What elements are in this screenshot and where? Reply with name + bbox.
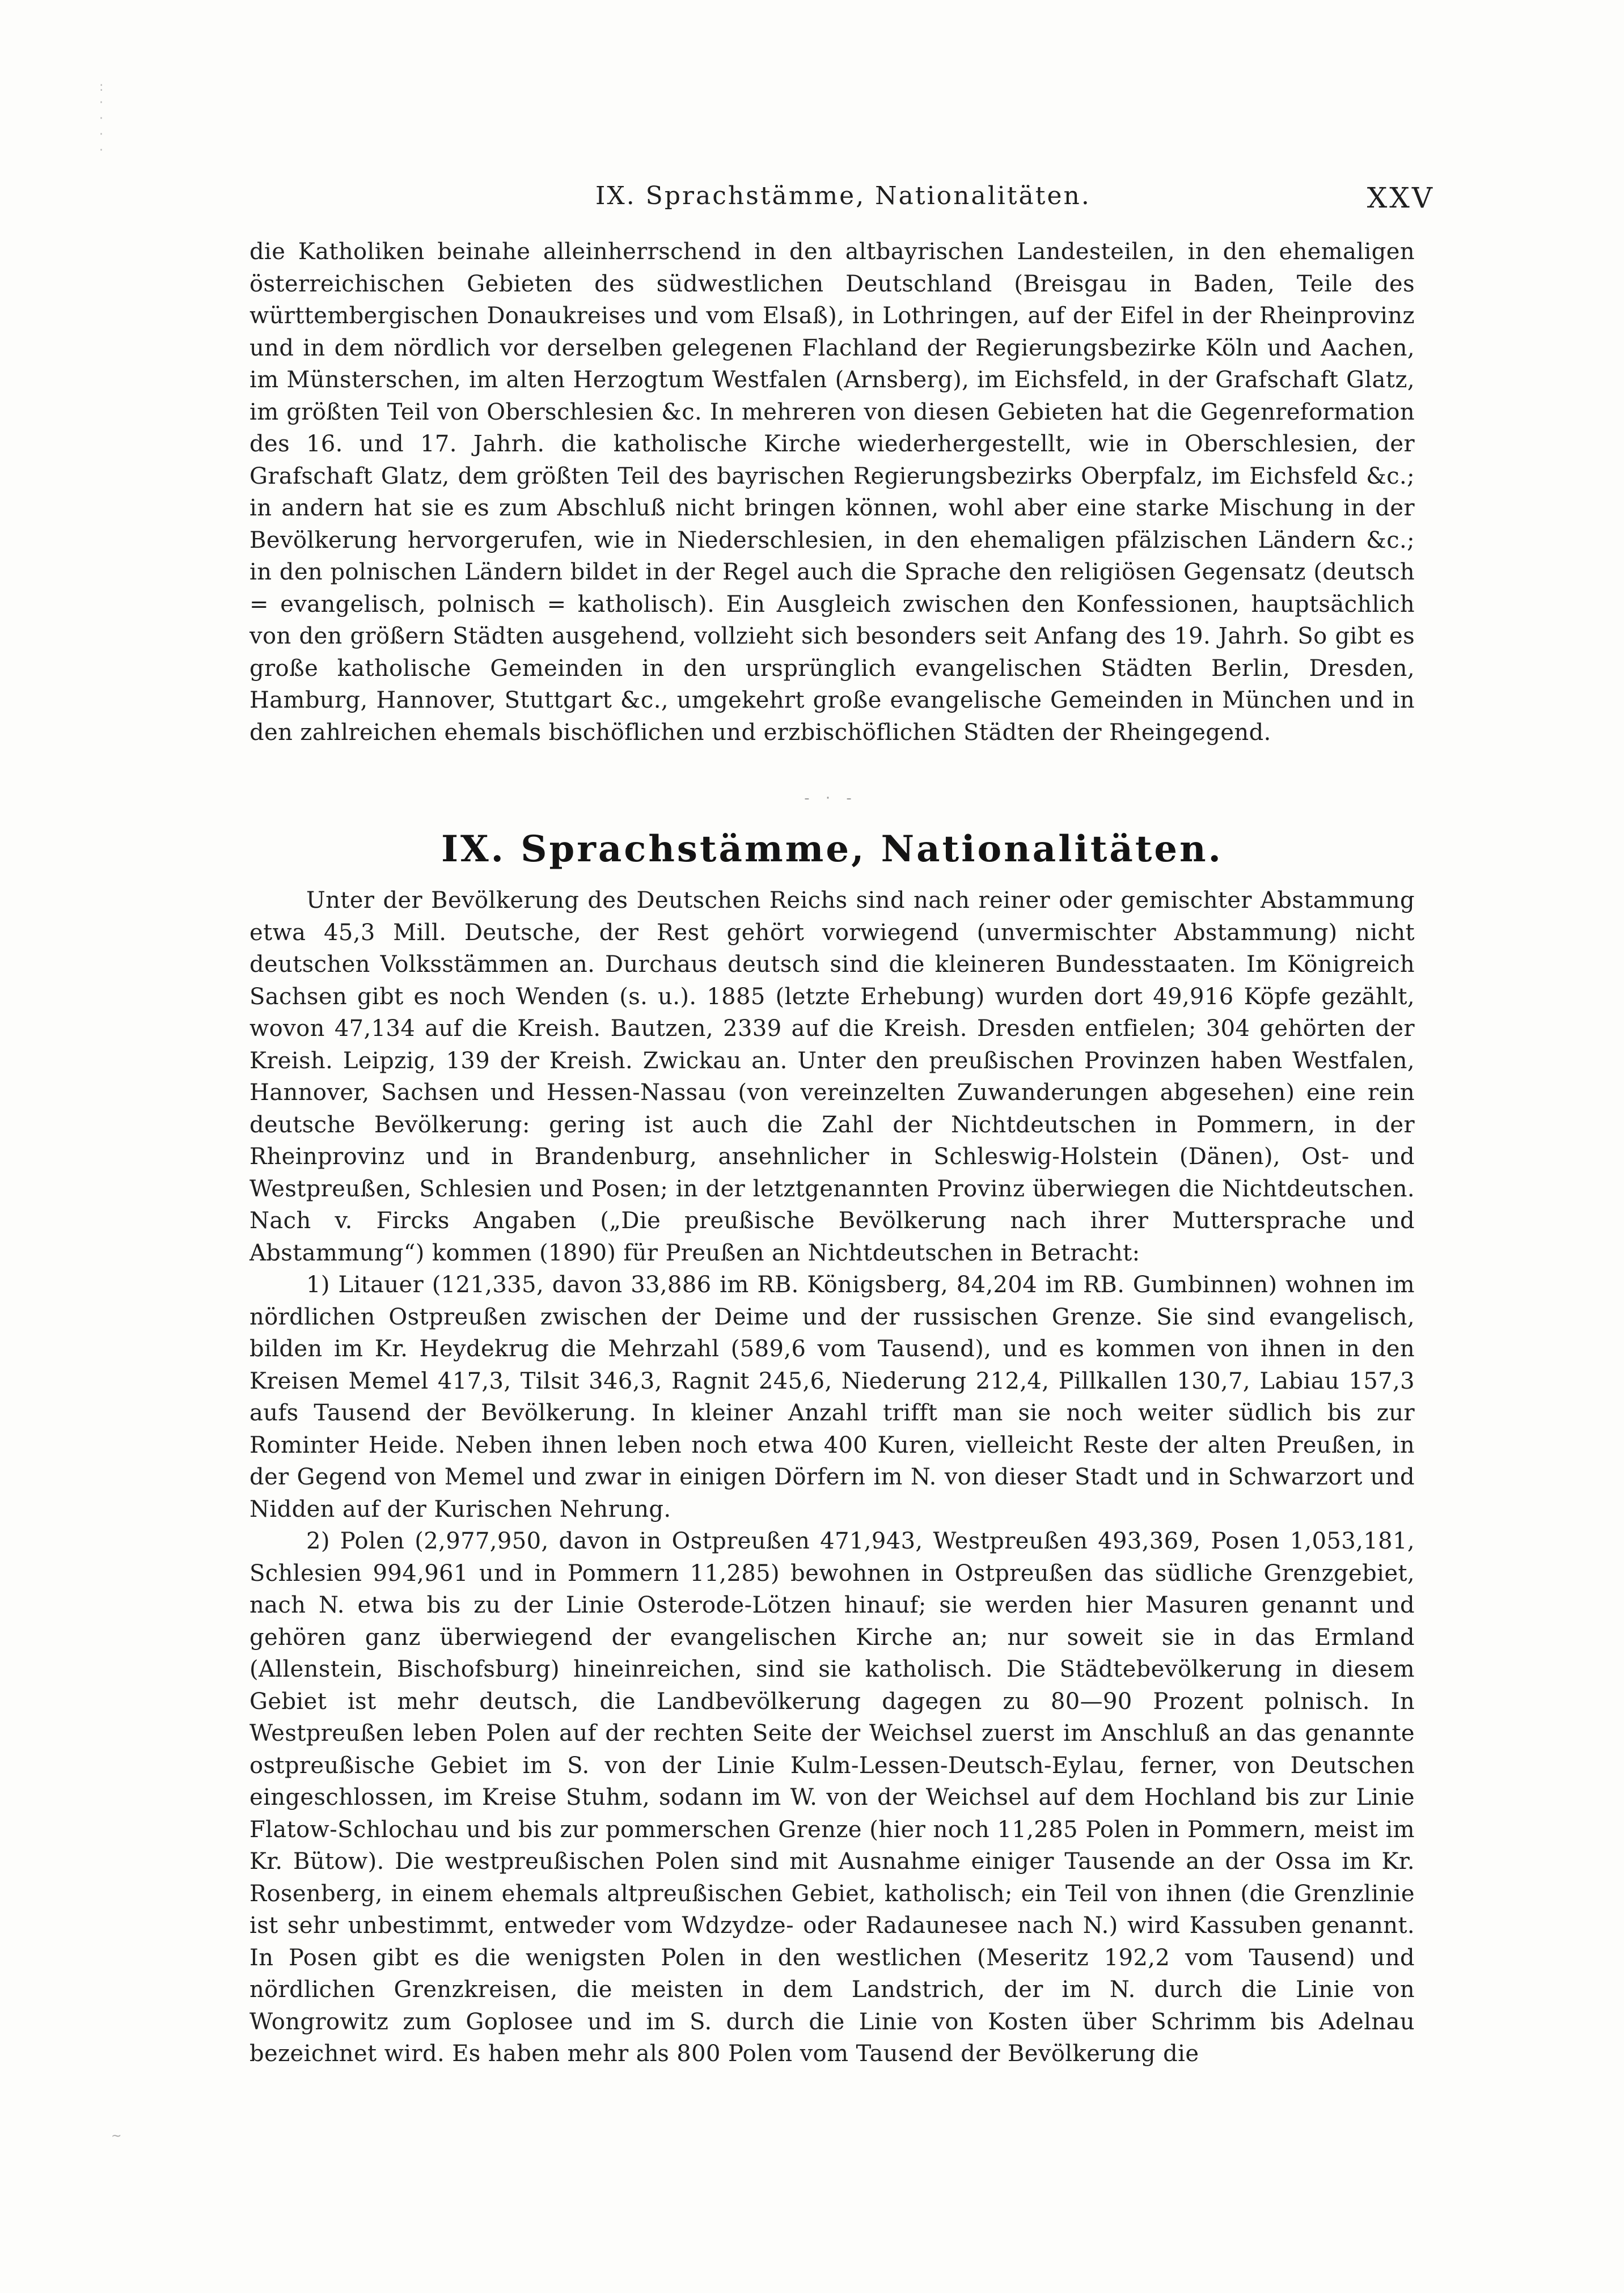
section-divider: - · - <box>804 790 857 807</box>
running-header <box>595 181 1435 221</box>
continued-paragraph-block <box>249 236 1415 748</box>
bottom-margin-mark: ~ <box>111 2129 122 2143</box>
section-heading: IX. Sprachstämme, Nationalitäten. <box>441 828 1223 870</box>
litauer-paragraph: 1) Litauer (121,335, davon 33,886 im RB. Königsberg, 84,204 im RB. Gumbinnen) wohnen im nördlichen Ostpreußen zwischen der Deime und der russischen Grenze. Sie sind evangelisch, bilden im Kr. Heydekrug die Mehrzahl (589,6 vom Tausend), und es kommen von ihnen in den Kreisen Memel 417,3, Tilsit 346,3, Ragnit 245,6, Niederung 212,4, Pillkallen 130,7, Labiau 157,3 aufs Tausend der Bevölkerung. In kleiner Anzahl trifft man sie noch weiter südlich bis zur Rominter Heide. Neben ihnen leben noch etwa 400 Kuren, vielleicht Reste der alten Preußen, in der Gegend von Memel und zwar in einigen Dörfern im N. von dieser Stadt und in Schwarzort und Nidden auf der Kurischen Nehrung. <box>249 1272 1415 1522</box>
margin-marks: : · · · · <box>99 80 105 158</box>
intro-paragraph: Unter der Bevölkerung des Deutschen Reichs sind nach reiner oder gemischter Abstammung etwa 45,3 Mill. Deutsche, der Rest gehört vorwiegend (unvermischter Abstammung) nicht deutschen Volksstämmen an. Durchaus deutsch sind die kleineren Bundesstaaten. Im Königreich Sachsen gibt es noch Wenden (s. u.). 1885 (letzte Erhebung) wurden dort 49,916 Köpfe gezählt, wovon 47,134 auf die Kreish. Bautzen, 2339 auf die Kreish. Dresden entfielen; 304 gehörten der Kreish. Leipzig, 139 der Kreish. Zwickau an. Unter den preußischen Provinzen haben Westfalen, Hannover, Sachsen und Hessen-Nassau (von vereinzelten Zuwanderungen abgesehen) eine rein deutsche Bevölkerung: gering ist auch die Zahl der Nichtdeutschen in Pommern, in der Rheinprovinz und in Brandenburg, ansehnlicher in Schleswig-Holstein (Dänen), Ost- und Westpreußen, Schlesien und Posen; in der letztgenannten Provinz überwiegen die Nichtdeutschen. Nach v. Fircks Angaben („Die preußische Bevölkerung nach ihrer Muttersprache und Abstammung“) kommen (1890) für Preußen an Nichtdeutschen in Betracht: <box>249 887 1415 1266</box>
page-number: XXV <box>1367 181 1435 214</box>
continued-paragraph: die Katholiken beinahe alleinherrschend in den altbayrischen Landesteilen, in den ehemaligen österreichischen Gebieten des südwestlichen Deutschland (Breisgau in Baden, Teile des württembergischen Donaukreises und vom Elsaß), in Lothringen, auf der Eifel in der Rheinprovinz und in dem nördlich vor derselben gelegenen Flachland der Regierungsbezirke Köln und Aachen, im Münsterschen, im alten Herzogtum Westfalen (Arnsberg), im Eichsfeld, in der Grafschaft Glatz, im größten Teil von Oberschlesien &c. In mehreren von diesen Gebieten hat die Gegenreformation des 16. und 17. Jahrh. die katholische Kirche wiederhergestellt, wie in Oberschlesien, der Grafschaft Glatz, dem größten Teil des bayrischen Regierungsbezirks Oberpfalz, im Eichsfeld &c.; in andern hat sie es zum Abschluß nicht bringen können, wohl aber eine starke Mischung in der Bevölkerung hervorgerufen, wie in Niederschlesien, in den ehemaligen pfälzischen Ländern &c.; in den polnischen Ländern bildet in der Regel auch die Sprache den religiösen Gegensatz (deutsch = evangelisch, polnisch = katholisch). Ein Ausgleich zwischen den Konfessionen, hauptsächlich von den größern Städten ausgehend, vollzieht sich besonders seit Anfang des 19. Jahrh. So gibt es große katholische Gemeinden in den ursprünglich evangelischen Städten Berlin, Dresden, Hamburg, Hannover, Stuttgart &c., umgekehrt große evangelische Gemeinden in München und in den zahlreichen ehemals bischöflichen und erzbischöflichen Städten der Rheingegend. <box>249 239 1415 746</box>
running-header-title: IX. Sprachstämme, Nationalitäten. <box>595 181 1091 210</box>
section-body <box>249 885 1415 2070</box>
polen-paragraph: 2) Polen (2,977,950, davon in Ostpreußen 471,943, Westpreußen 493,369, Posen 1,053,181, Schlesien 994,961 und in Pommern 11,285) bewohnen in Ostpreußen das südliche Grenzgebiet, nach N. etwa bis zu der Linie Osterode-Lötzen hinauf; sie werden hier Masuren genannt und gehören ganz überwiegend der evangelischen Kirche an; nur soweit sie in das Ermland (Allenstein, Bischofsburg) hineinreichen, sind sie katholisch. Die Städtebevölkerung in diesem Gebiet ist mehr deutsch, die Landbevölkerung dagegen zu 80—90 Prozent polnisch. In Westpreußen leben Polen auf der rechten Seite der Weichsel zuerst im Anschluß an das genannte ostpreußische Gebiet im S. von der Linie Kulm-Lessen-Deutsch-Eylau, ferner, von Deutschen eingeschlossen, im Kreise Stuhm, sodann im W. von der Weichsel auf dem Hochland bis zur Linie Flatow-Schlochau und bis zur pommerschen Grenze (hier noch 11,285 Polen in Pommern, meist im Kr. Bütow). Die westpreußischen Polen sind mit Ausnahme einiger Tausende an der Ossa im Kr. Rosenberg, in einem ehemals altpreußischen Gebiet, katholisch; ein Teil von ihnen (die Grenzlinie ist sehr unbestimmt, entweder vom Wdzydze- oder Radaunesee nach N.) wird Kassuben genannt. In Posen gibt es die wenigsten Polen in den westlichen (Meseritz 192,2 vom Tausend) und nördlichen Grenzkreisen, die meisten in dem Landstrich, der im N. durch die Linie von Wongrowitz zum Goplosee und im S. durch die Linie von Kosten über Schrimm bis Adelnau bezeichnet wird. Es haben mehr als 800 Polen vom Tausend der Bevölkerung die <box>249 1528 1415 2067</box>
